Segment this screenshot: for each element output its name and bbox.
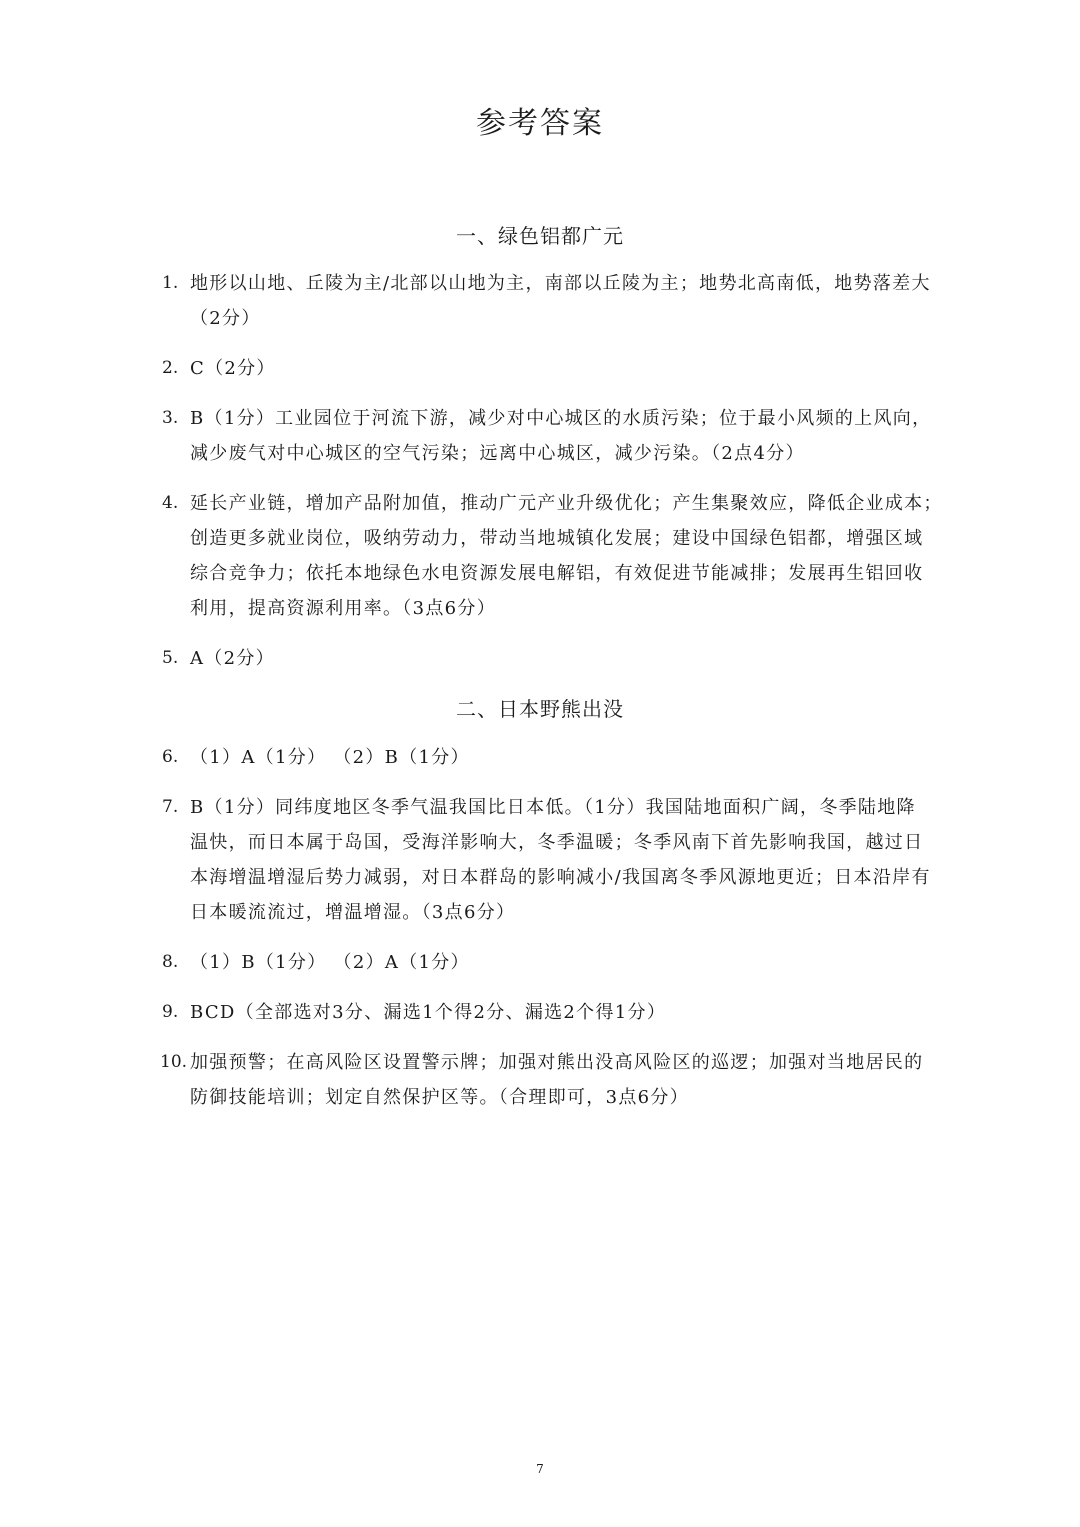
section-heading-1: 一、绿色铝都广元 <box>456 224 624 248</box>
answer-number: 10. <box>160 1052 188 1072</box>
answer-number: 9. <box>162 1002 179 1022</box>
answer-text-line: 防御技能培训；划定自然保护区等。（合理即可，3点6分） <box>190 1087 690 1108</box>
answer-text-line: A（2分） <box>190 648 275 669</box>
answer-text-line: 地形以山地、丘陵为主/北部以山地为主，南部以丘陵为主；地势北高南低，地势落差大 <box>190 273 931 294</box>
answer-number: 8. <box>162 952 179 972</box>
answer-text-line: 日本暖流流过，增温增湿。（3点6分） <box>190 902 516 923</box>
page-number: 7 <box>536 1462 544 1476</box>
answer-number: 7. <box>162 797 179 817</box>
page-title: 参考答案 <box>476 106 604 141</box>
section-heading-2: 二、日本野熊出没 <box>456 697 624 721</box>
answer-text-line: 综合竞争力；依托本地绿色水电资源发展电解铝，有效促进节能减排；发展再生铝回收 <box>190 563 924 584</box>
answer-number: 5. <box>162 648 179 668</box>
answer-text-line: 本海增温增湿后势力减弱，对日本群岛的影响减小/我国离冬季风源地更近；日本沿岸有 <box>190 867 931 888</box>
answer-text-line: 延长产业链，增加产品附加值，推动广元产业升级优化；产生集聚效应，降低企业成本； <box>190 493 943 514</box>
answer-text-line: （1）B（1分） （2）A（1分） <box>190 952 470 973</box>
answer-text-line: 温快，而日本属于岛国，受海洋影响大，冬季温暖；冬季风南下首先影响我国，越过日 <box>190 832 924 853</box>
answer-text-line: 加强预警；在高风险区设置警示牌；加强对熊出没高风险区的巡逻；加强对当地居民的 <box>190 1052 924 1073</box>
answer-number: 4. <box>162 493 179 513</box>
answer-text-line: C（2分） <box>190 358 276 379</box>
answer-text-line: 减少废气对中心城区的空气污染；远离中心城区，减少污染。（2点4分） <box>190 443 805 464</box>
answer-number: 3. <box>162 408 179 428</box>
answer-number: 1. <box>162 273 179 293</box>
answer-text-line: （2分） <box>190 308 261 329</box>
answer-text-line: BCD（全部选对3分、漏选1个得2分、漏选2个得1分） <box>190 1002 667 1023</box>
answer-text-line: B（1分）同纬度地区冬季气温我国比日本低。（1分）我国陆地面积广阔，冬季陆地降 <box>190 797 916 818</box>
answer-number: 6. <box>162 747 179 767</box>
answer-text-line: （1）A（1分） （2）B（1分） <box>190 747 470 768</box>
answer-text-line: B（1分）工业园位于河流下游，减少对中心城区的水质污染；位于最小风频的上风向， <box>190 408 932 429</box>
answer-text-line: 利用，提高资源利用率。（3点6分） <box>190 598 497 619</box>
answer-text-line: 创造更多就业岗位，吸纳劳动力，带动当地城镇化发展；建设中国绿色铝都，增强区域 <box>190 528 924 549</box>
answer-number: 2. <box>162 358 179 378</box>
